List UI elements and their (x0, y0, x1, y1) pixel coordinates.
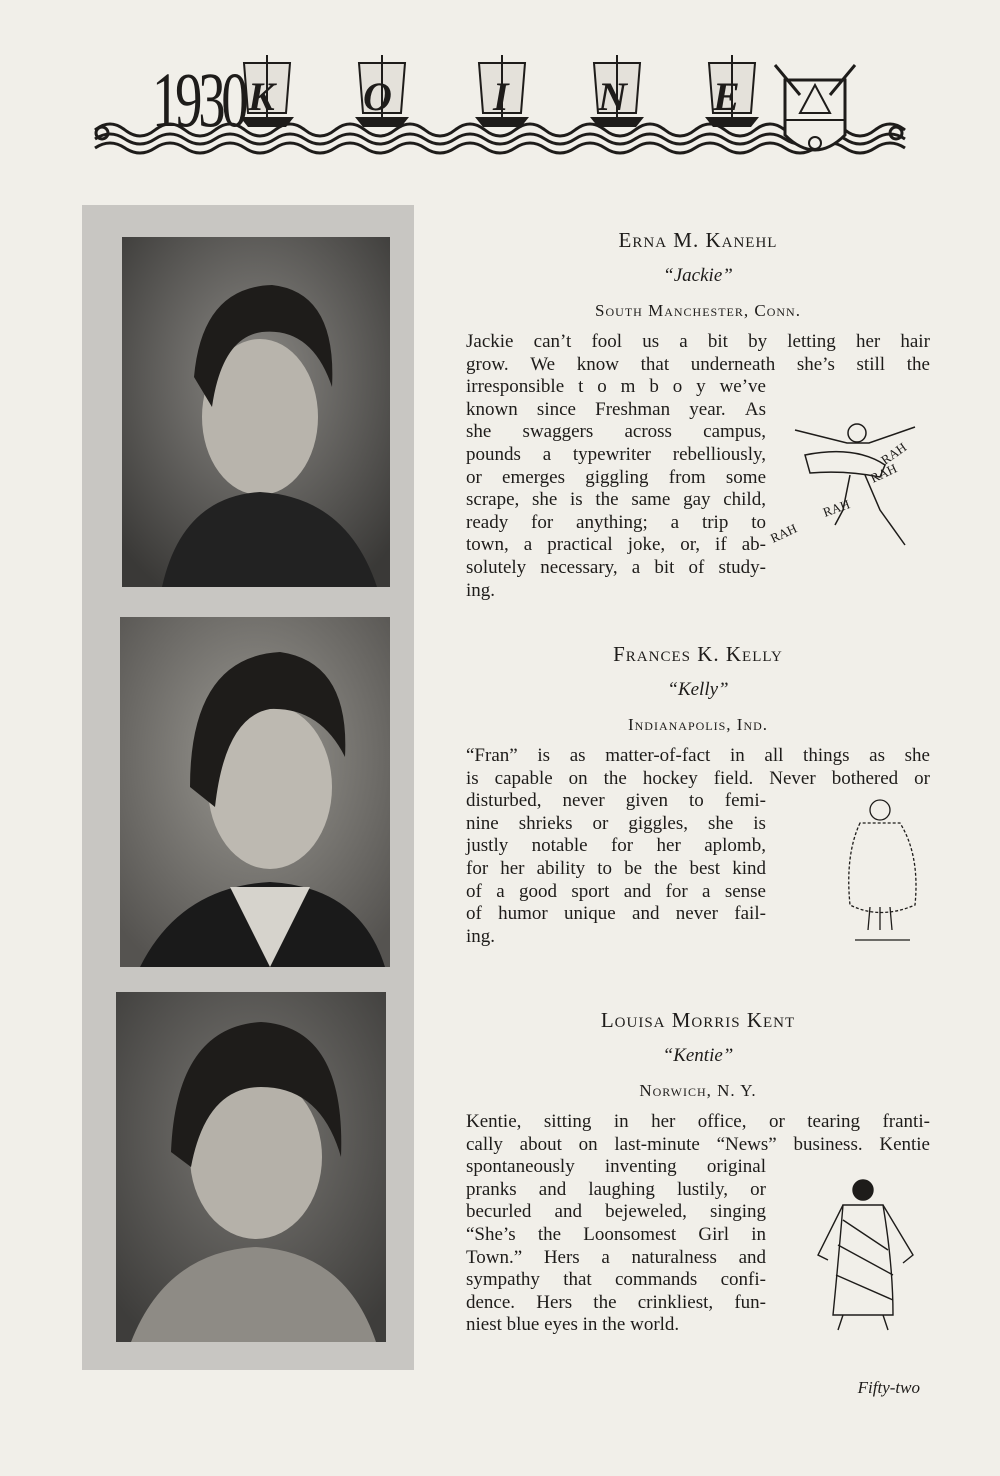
bio-line: justly notable for her aplomb, (466, 835, 766, 857)
bio-line: known since Freshman year. As (466, 398, 766, 420)
bio-line: is capable on the hockey field. Never bothered or (466, 767, 930, 789)
bio-line: spontaneously inventing original (466, 1156, 766, 1178)
student-hometown: Indianapolis, Ind. (627, 715, 769, 734)
student-nickname: “Kentie” (662, 1045, 734, 1066)
student-name: Erna M. Kanehl (618, 228, 778, 252)
student-name: Louisa Morris Kent (600, 1008, 796, 1032)
portrait-photo-kanehl (122, 237, 390, 587)
bio-line: for her ability to be the best kind (466, 857, 766, 879)
student-hometown: South Manchester, Conn. (595, 301, 801, 320)
rah-text: RAH (767, 520, 800, 546)
crest-icon (775, 65, 855, 150)
bio-line: grow. We know that underneath she’s still the (466, 353, 930, 375)
bio-line: Kentie, sitting in her office, or tearing franti- (466, 1111, 930, 1132)
bio-line: irresponsible t o m b o y we’ve (466, 376, 766, 398)
page-number: Fifty-two (857, 1378, 920, 1397)
ship-letter-i: I (475, 55, 529, 135)
ship-letter-e: E (705, 55, 759, 135)
ship-letter-k: K (240, 55, 294, 135)
bio-line: Town.” Hers a naturalness and (466, 1246, 766, 1268)
bio-line: nine shrieks or giggles, she is (466, 812, 766, 834)
bio-line: or emerges giggling from some (466, 466, 766, 488)
bio-line: cally about on last-minute “News” business. Kentie (466, 1133, 930, 1155)
yearbook-header (90, 55, 910, 175)
student-nickname: “Jackie” (663, 265, 733, 286)
cheering-girl-sketch (765, 415, 930, 555)
bio-line: disturbed, never given to femi- (466, 790, 766, 812)
rah-text: RAH (820, 496, 852, 520)
ship-letter-n: N (590, 55, 644, 135)
bio-line: scrape, she is the same gay child, (466, 489, 766, 511)
bio-line: solutely necessary, a bit of study- (466, 556, 766, 578)
portrait-photo-kent (116, 992, 386, 1342)
student-hometown: Norwich, N. Y. (639, 1081, 757, 1100)
portrait-strip (82, 205, 414, 1370)
bio-line: ing. (466, 579, 496, 601)
bio-line: pounds a typewriter rebelliously, (466, 443, 766, 465)
bio-line: “Fran” is as matter-of-fact in all things as she (466, 745, 930, 766)
bio-line: town, a practical joke, or, if ab- (466, 534, 766, 556)
bio-line: ready for anything; a trip to (466, 511, 766, 533)
ship-letter-o: O (355, 55, 409, 135)
rah-text: RAH (878, 439, 910, 468)
bio-line: she swaggers across campus, (466, 421, 766, 443)
bio-line: becurled and bejeweled, singing (466, 1201, 766, 1223)
student-nickname: “Kelly” (667, 679, 729, 700)
robed-girl-sketch (808, 1175, 928, 1340)
portrait-photo-kelly (120, 617, 390, 967)
bio-line: of a good sport and for a sense (466, 880, 766, 902)
bio-line: of humor unique and never fail- (466, 903, 766, 925)
bio-line: ing. (466, 925, 496, 947)
bio-line: “She’s the Loonsomest Girl in (466, 1223, 766, 1245)
fur-coat-girl-sketch (830, 795, 930, 950)
student-name: Frances K. Kelly (613, 642, 783, 666)
year-title: 1930 (152, 56, 245, 143)
bio-line: niest blue eyes in the world. (466, 1314, 680, 1336)
bio-line: sympathy that commands confi- (466, 1269, 766, 1291)
bio-line: Jackie can’t fool us a bit by letting her hair (466, 331, 930, 352)
bio-line: dence. Hers the crinkliest, fun- (466, 1291, 766, 1313)
bio-line: pranks and laughing lustily, or (466, 1178, 766, 1200)
rah-text: RAH (867, 460, 900, 486)
